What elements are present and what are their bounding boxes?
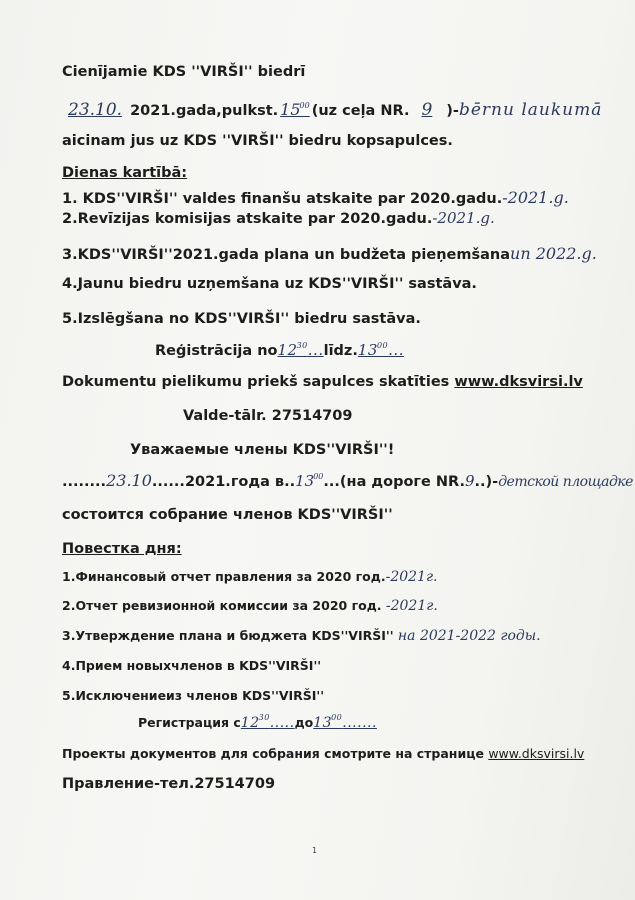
ru-agenda-item: 1.Финансовый отчет правления за 2020 год.-2021г. xyxy=(62,569,438,585)
ru-time-handwritten: $13^{00}$ xyxy=(295,472,324,490)
lv-registration: Reģistrācija $no12^{30}...līdz.13^{00}$... xyxy=(155,341,404,359)
ru-agenda-item: 4.Прием новыхчленов в KDS''VIRŠI'' xyxy=(62,658,322,673)
lv-board-phone: Valde-tālr. 27514709 xyxy=(183,408,353,424)
lv-date-handwritten: 23.10. xyxy=(68,100,123,120)
lv-time-handwritten: $15^{00}$ xyxy=(280,100,310,119)
lv-invite: aicinam jus uz KDS ''VIRŠI'' biedru kopsapulces. xyxy=(62,133,453,149)
lv-place-handwritten: bērnu laukumā xyxy=(458,100,603,120)
ru-date-handwritten: 23.10 xyxy=(106,471,152,490)
lv-agenda-item: 2.Revīzijas komisijas atskaite par 2020.gadu.-2021.g. xyxy=(62,209,495,227)
lv-agenda-title: Dienas kartībā: xyxy=(62,165,188,181)
lv-date-text: 2021.gada,pulkst. xyxy=(130,103,279,119)
lv-date-line xyxy=(62,100,602,120)
ru-date-line: ........23.10......2021.года в..13$^{00}$...(на дороге NR.9..)-детской площадке xyxy=(62,471,633,490)
lv-road-text: (uz ceļa NR. xyxy=(311,103,410,119)
lv-greeting: Cienījamie KDS ''VIRŠI'' biedrī xyxy=(62,64,306,80)
ru-documents-line: Проекты документов для собрания смотрите на странице www.dksvirsi.lv xyxy=(62,746,585,761)
ru-website-link[interactable]: www.dksvirsi.lv xyxy=(488,746,585,761)
lv-agenda-item: 1. KDS''VIRŠI'' valdes finanšu atskaite par 2020.gadu.-2021.g. xyxy=(62,188,569,207)
lv-documents-line: Dokumentu pielikumu priekš sapulces skatīties www.dksvirsi.lv xyxy=(62,374,583,390)
page-number: 1 xyxy=(312,846,318,855)
ru-agenda-item: 3.Утверждение плана и бюджета KDS''VIRŠI'' на 2021-2022 годы. xyxy=(62,628,541,644)
ru-place-handwritten: детской площадке xyxy=(498,474,633,490)
ru-greeting: Уважаемые члены KDS''VIRŠI''! xyxy=(130,442,395,458)
lv-website-link[interactable]: www.dksvirsi.lv xyxy=(454,374,583,390)
lv-agenda-item: 5.Izslēgšana no KDS''VIRŠI'' biedru sastāva. xyxy=(62,311,421,327)
ru-agenda-title: Повестка дня: xyxy=(62,541,182,557)
lv-road-handwritten: 9 xyxy=(421,100,433,120)
ru-board-phone: Правление-тел.27514709 xyxy=(62,776,276,792)
ru-road-handwritten: 9 xyxy=(464,472,475,490)
ru-registration: Регистрация $с12^{30}.....до13^{00}$....... xyxy=(138,713,377,731)
ru-meeting: состоится собрание членов KDS''VIRŠI'' xyxy=(62,507,393,523)
lv-agenda-item: 3.KDS''VIRŠI''2021.gada plana un budžeta pieņemšanaun 2022.g. xyxy=(62,244,597,263)
ru-agenda-item: 2.Отчет ревизионной комиссии за 2020 год. -2021г. xyxy=(62,598,438,614)
lv-agenda-item: 4.Jaunu biedru uzņemšana uz KDS''VIRŠI'' sastāva. xyxy=(62,276,477,292)
lv-place-text: )- xyxy=(446,103,459,119)
ru-agenda-item: 5.Исключениеиз членов KDS''VIRŠI'' xyxy=(62,688,325,703)
